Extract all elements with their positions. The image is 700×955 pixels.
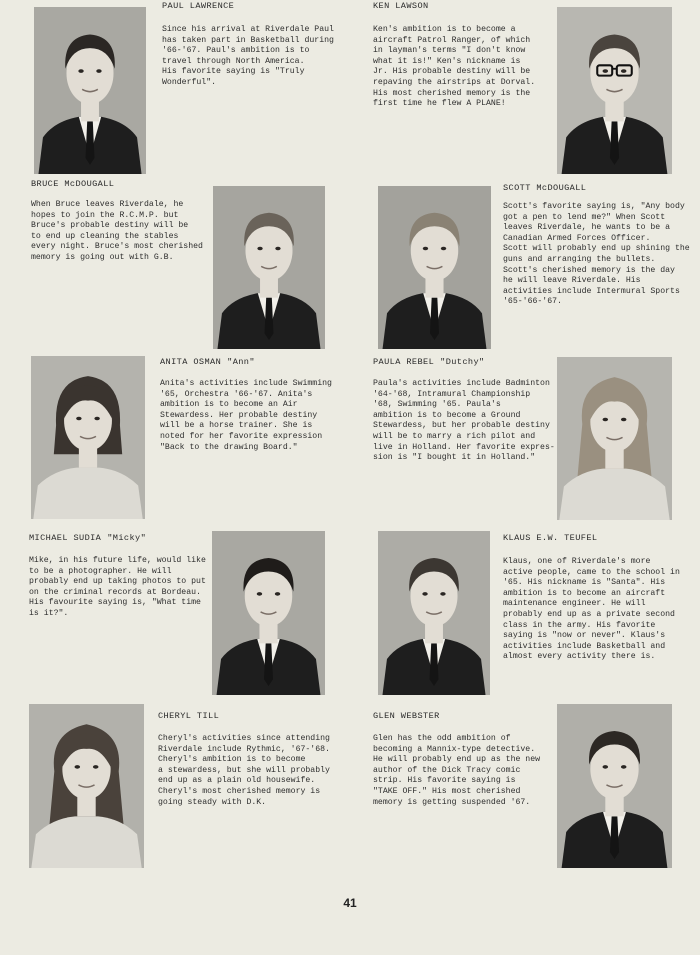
photo-paul-lawrence	[34, 7, 146, 174]
photo-glen-webster	[557, 704, 672, 868]
photo-ken-lawson	[557, 7, 672, 174]
bio-cheryl-till: Cheryl's activities since attending Riverdale include Rythmic, '67-'68. Cheryl's ambition is to become a stewardess, but she will probably end up as a plain old housewife. Cheryl's most cherished memory is going steady with D.K.	[158, 734, 330, 807]
name-michael-sudia: MICHAEL SUDIA "Micky"	[29, 533, 147, 543]
bio-ken-lawson: Ken's ambition is to become a aircraft Patrol Ranger, of which in layman's terms "I don't know what it is!" Ken's nickname is Jr. His probable destiny will be repaving the airstrips at Dorval. His most cherished memory is the first time he flew A PLANE!	[373, 25, 536, 109]
left-eye	[257, 247, 262, 251]
page-number: 41	[343, 896, 357, 910]
right-eye	[275, 592, 280, 596]
right-eye	[441, 247, 446, 251]
right-eye	[94, 417, 99, 421]
portrait-image	[557, 7, 672, 174]
right-eye	[93, 765, 99, 769]
photo-scott-mcdougall	[378, 186, 491, 349]
photo-bruce-mcdougall	[213, 186, 325, 349]
left-eye	[603, 765, 609, 769]
bio-klaus-teufel: Klaus, one of Riverdale's more active people, came to the school in '65. His nickname is "Santa". His ambition is to become an aircraft maintenance engineer. He will probably end up as a private second class in the army. His favorite saying is "now or never". Klaus's activities include Basketball and almost every activity there is.	[503, 557, 680, 662]
right-eye	[440, 592, 445, 596]
name-glen-webster: GLEN WEBSTER	[373, 711, 440, 721]
photo-klaus-teufel	[378, 531, 490, 695]
name-anita-osman: ANITA OSMAN "Ann"	[160, 357, 255, 367]
bio-scott-mcdougall: Scott's favorite saying is, "Any body got a pen to lend me?" When Scott leaves Riverdale, he wants to be a Canadian Armed Forces Officer. Scott will probably end up shining the guns and arranging the bullets. Scott's cherished memory is the day he will leave Riverdale. His activities include Intermural Sports '65-'66-'67.	[503, 202, 690, 307]
right-eye	[275, 247, 280, 251]
left-eye	[422, 592, 427, 596]
left-eye	[257, 592, 262, 596]
portrait-image	[378, 186, 491, 349]
portrait-image	[557, 357, 672, 520]
photo-cheryl-till	[29, 704, 144, 868]
nickname-paula-rebel: "Dutchy"	[440, 357, 485, 367]
bio-michael-sudia: Mike, in his future life, would like to be a photographer. He will probably end up taking photos to put on the criminal records at Bordeau. His favourite saying is, "What time is it?".	[29, 556, 206, 618]
name-bruce-mcdougall: BRUCE McDOUGALL	[31, 179, 115, 189]
left-eye	[423, 247, 428, 251]
name-ken-lawson: KEN LAWSON	[373, 1, 429, 11]
bio-paul-lawrence: Since his arrival at Riverdale Paul has taken part in Basketball during '66-'67. Paul's ambition is to travel through North America. His favorite saying is "Truly Wonderful".	[162, 25, 334, 87]
portrait-image	[34, 7, 146, 174]
left-eye	[603, 418, 609, 422]
photo-anita-osman	[31, 356, 145, 519]
right-eye	[621, 765, 627, 769]
left-eye	[75, 765, 81, 769]
portrait-image	[31, 356, 145, 519]
portrait-image	[213, 186, 325, 349]
nickname-michael-sudia: "Micky"	[107, 533, 147, 543]
bio-bruce-mcdougall: When Bruce leaves Riverdale, he hopes to join the R.C.M.P. but Bruce's probable destiny will be to end up cleaning the stables every night. Bruce's most cherished memory is going out with G.B.	[31, 200, 203, 262]
name-klaus-teufel: KLAUS E.W. TEUFEL	[503, 533, 598, 543]
portrait-image	[557, 704, 672, 868]
left-eye	[76, 417, 81, 421]
portrait-image	[212, 531, 325, 695]
portrait-image	[29, 704, 144, 868]
bio-glen-webster: Glen has the odd ambition of becoming a Mannix-type detective. He will probably end up as the new author of the Dick Tracy comic strip. His favorite saying is "TAKE OFF." His most cherished memory is getting suspended '67.	[373, 734, 541, 807]
photo-paula-rebel	[557, 357, 672, 520]
nickname-anita-osman: "Ann"	[227, 357, 255, 367]
right-eye	[96, 69, 101, 73]
name-paul-lawrence: PAUL LAWRENCE	[162, 1, 235, 11]
name-cheryl-till: CHERYL TILL	[158, 711, 220, 721]
right-eye	[621, 69, 627, 73]
name-scott-mcdougall: SCOTT McDOUGALL	[503, 183, 587, 193]
bio-anita-osman: Anita's activities include Swimming '65, Orchestra '66-'67. Anita's ambition is to become an Air Stewardess. Her probable destiny will be a horse trainer. She is noted for her favorite expression "Back to the drawing Board."	[160, 379, 332, 452]
bio-paula-rebel: Paula's activities include Badminton '64-'68, Intramural Championship '68, Swimming '65. Paula's ambition is to become a Ground Stewardess, but her probable destiny will be to marry a rich pilot and live in Holland. Her favorite expres- sion is "I bought it in Holland."	[373, 379, 555, 463]
name-paula-rebel: PAULA REBEL "Dutchy"	[373, 357, 485, 367]
left-eye	[78, 69, 83, 73]
right-eye	[621, 418, 627, 422]
photo-michael-sudia	[212, 531, 325, 695]
left-eye	[603, 69, 609, 73]
portrait-image	[378, 531, 490, 695]
